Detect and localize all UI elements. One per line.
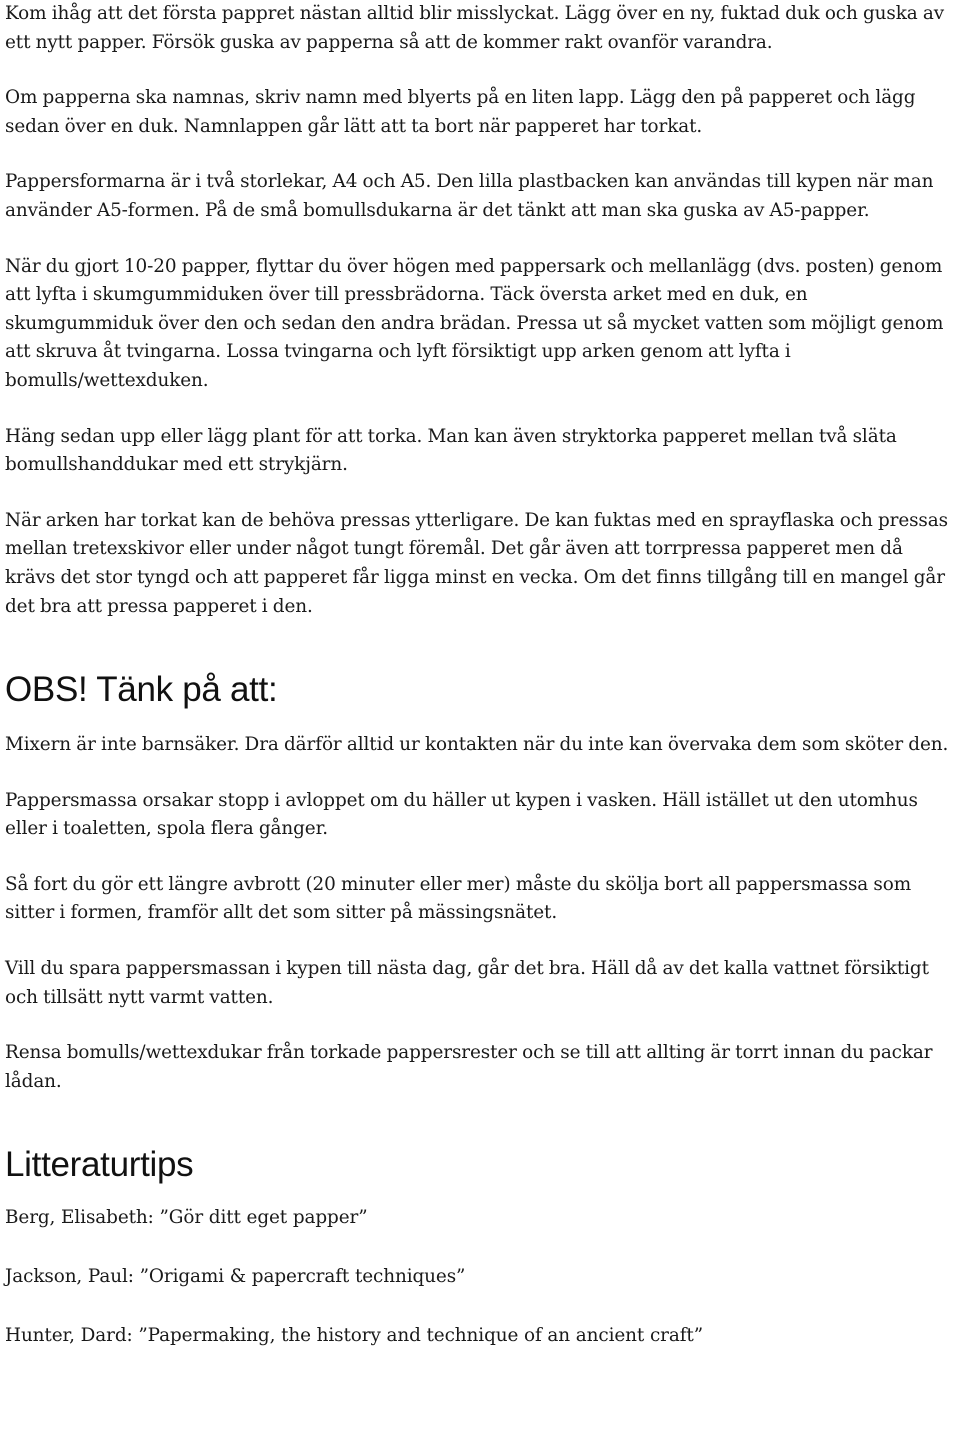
obs-paragraph-clean: Rensa bomulls/wettexdukar från torkade pappersrester och se till att allting är torrt innan du packar lådan.	[5, 1042, 933, 1092]
paragraph-first-paper: Kom ihåg att det första pappret nästan alltid blir misslyckat. Lägg över en ny, fuktad duk och guska av ett nytt papper. Försök guska av papperna så att de kommer rakt ovanför varandra.	[5, 3, 945, 53]
literature-item-jackson: Jackson, Paul: ”Origami & papercraft techniques”	[5, 1266, 466, 1288]
obs-heading: OBS! Tänk på att:	[5, 670, 278, 710]
paragraph-drying: Häng sedan upp eller lägg plant för att torka. Man kan även stryktorka papperet mellan två släta bomullshanddukar med ett strykjärn.	[5, 425, 897, 476]
obs-paragraph-mixer: Mixern är inte barnsäker. Dra därför alltid ur kontakten när du inte kan övervaka dem som sköter den.	[5, 734, 949, 756]
literature-heading: Litteraturtips	[5, 1145, 194, 1185]
document-page	[5, 0, 957, 1350]
paragraph-formats: Pappersformarna är i två storlekar, A4 och A5. Den lilla plastbacken kan användas till kypen när man använder A5-formen. På de små bomullsdukarna är det tänkt att man ska guska av A5-papper.	[5, 171, 934, 221]
literature-item-berg: Berg, Elisabeth: ”Gör ditt eget papper”	[5, 1207, 368, 1229]
paragraph-further-pressing: När arken har torkat kan de behöva pressas ytterligare. De kan fuktas med en sprayflaska och pressas mellan tretexskivor eller under något tungt föremål. Det går även att torrpressa papperet men då krävs det stor tyngd och att papperet får ligga minst en vecka. Om det finns tillgång till en mangel går det bra att pressa papperet i den.	[5, 509, 948, 617]
obs-paragraph-save-pulp: Vill du spara pappersmassan i kypen till nästa dag, går det bra. Häll då av det kalla vattnet försiktigt och tillsätt nytt varmt vatten.	[5, 958, 929, 1008]
paragraph-naming: Om papperna ska namnas, skriv namn med blyerts på en liten lapp. Lägg den på papperet och lägg sedan över en duk. Namnlappen går lätt att ta bort när papperet har torkat.	[5, 87, 916, 137]
paragraph-pressing: När du gjort 10-20 papper, flyttar du över högen med pappersark och mellanlägg (dvs. posten) genom att lyfta i skumgummiduken över till pressbrädorna. Täck översta arket med en duk, en skumgummiduk över den och sedan den andra brädan. Pressa ut så mycket vatten som möjligt genom att skruva åt tvingarna. Lossa tvingarna och lyft försiktigt upp arken genom att lyfta i bomulls/wettexduken.	[5, 255, 944, 391]
obs-paragraph-rinse: Så fort du gör ett längre avbrott (20 minuter eller mer) måste du skölja bort all pappersmassa som sitter i formen, framför allt det som sitter på mässingsnätet.	[5, 873, 912, 924]
obs-paragraph-drain: Pappersmassa orsakar stopp i avloppet om du häller ut kypen i vasken. Häll istället ut den utomhus eller i toaletten, spola flera gånger.	[5, 789, 918, 840]
literature-item-hunter: Hunter, Dard: ”Papermaking, the history and technique of an ancient craft”	[5, 1324, 703, 1346]
